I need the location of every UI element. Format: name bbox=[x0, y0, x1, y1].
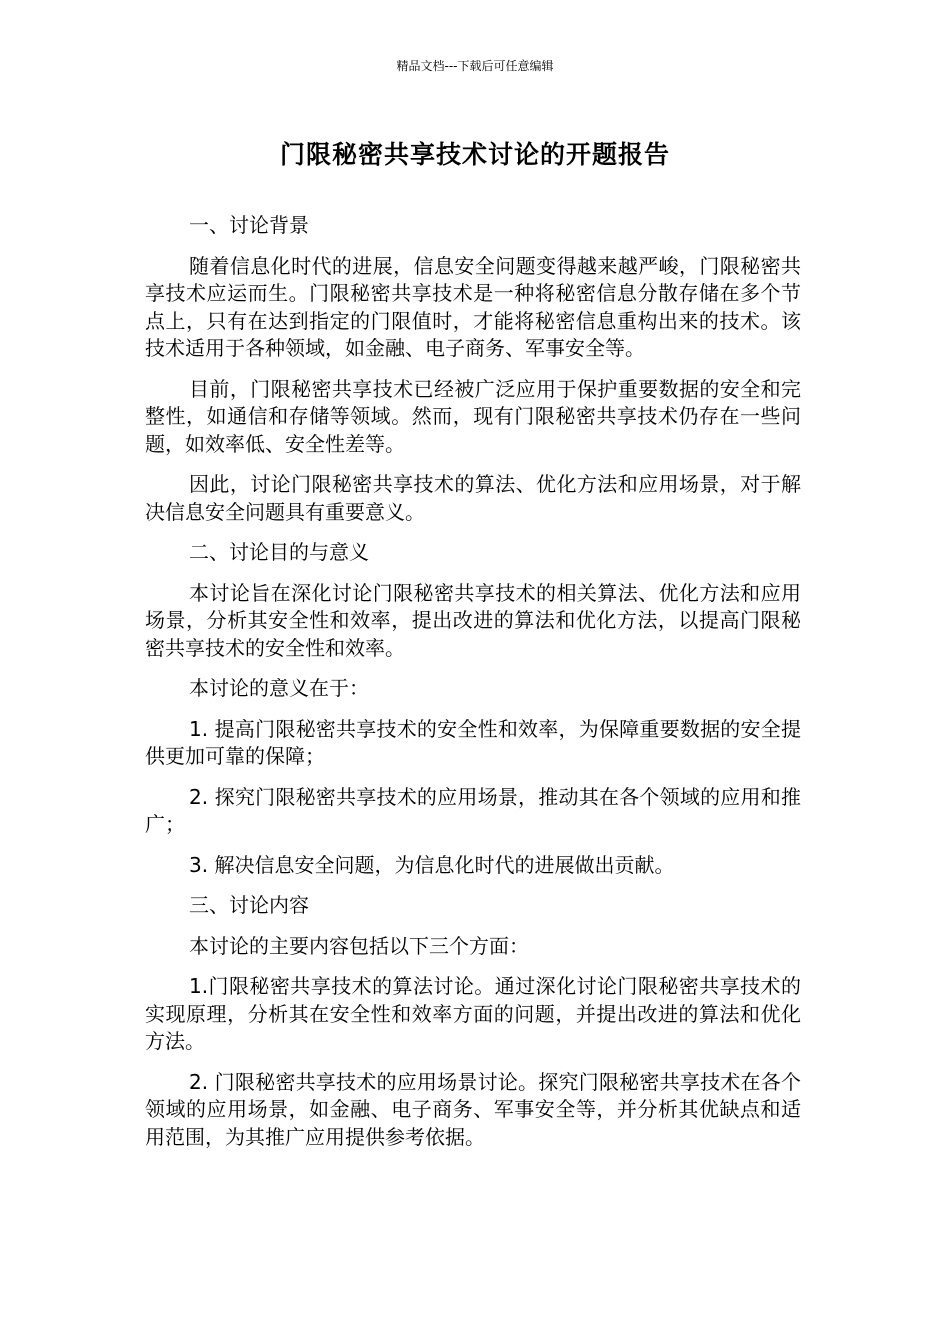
list-item-content-1: 1.门限秘密共享技术的算法讨论。通过深化讨论门限秘密共享技术的实现原理，分析其在安全性和效率方面的问题，并提出改进的算法和优化方法。 bbox=[145, 974, 801, 1053]
document-body bbox=[145, 212, 801, 1164]
section-heading-content: 三、讨论内容 bbox=[189, 893, 309, 917]
paragraph-background-3: 因此，讨论门限秘密共享技术的算法、优化方法和应用场景，对于解决信息安全问题具有重要意义。 bbox=[145, 472, 801, 524]
document-title: 门限秘密共享技术讨论的开题报告 bbox=[279, 140, 670, 169]
paragraph-background-2: 目前，门限秘密共享技术已经被广泛应用于保护重要数据的安全和完整性，如通信和存储等领域。然而，现有门限秘密共享技术仍存在一些问题，如效率低、安全性差等。 bbox=[145, 376, 801, 456]
paragraph-background-1: 随着信息化时代的进展，信息安全问题变得越来越严峻，门限秘密共享技术应运而生。门限秘密共享技术是一种将秘密信息分散存储在多个节点上，只有在达到指定的门限值时，才能将秘密信息重构出来的技术。该技术适用于各种领域，如金融、电子商务、军事安全等。 bbox=[145, 253, 801, 360]
list-item-significance-1: 1. 提高门限秘密共享技术的安全性和效率，为保障重要数据的安全提供更加可靠的保障； bbox=[145, 716, 801, 768]
list-item-content-2: 2. 门限秘密共享技术的应用场景讨论。探究门限秘密共享技术在各个领域的应用场景，如金融、电子商务、军事安全等，并分析其优缺点和适用范围，为其推广应用提供参考依据。 bbox=[145, 1069, 801, 1149]
paragraph-significance-intro: 本讨论的意义在于： bbox=[189, 676, 369, 700]
paragraph-purpose: 本讨论旨在深化讨论门限秘密共享技术的相关算法、优化方法和应用场景，分析其安全性和效率，提出改进的算法和优化方法，以提高门限秘密共享技术的安全性和效率。 bbox=[145, 580, 801, 660]
page-header: 精品文档---下载后可任意编辑 bbox=[396, 59, 554, 73]
section-heading-purpose: 二、讨论目的与意义 bbox=[189, 540, 369, 564]
list-item-significance-2: 2. 探究门限秘密共享技术的应用场景，推动其在各个领域的应用和推广； bbox=[145, 784, 801, 836]
paragraph-content-intro: 本讨论的主要内容包括以下三个方面： bbox=[189, 933, 529, 958]
list-item-significance-3: 3. 解决信息安全问题，为信息化时代的进展做出贡献。 bbox=[189, 852, 675, 877]
section-heading-background: 一、讨论背景 bbox=[189, 213, 309, 237]
